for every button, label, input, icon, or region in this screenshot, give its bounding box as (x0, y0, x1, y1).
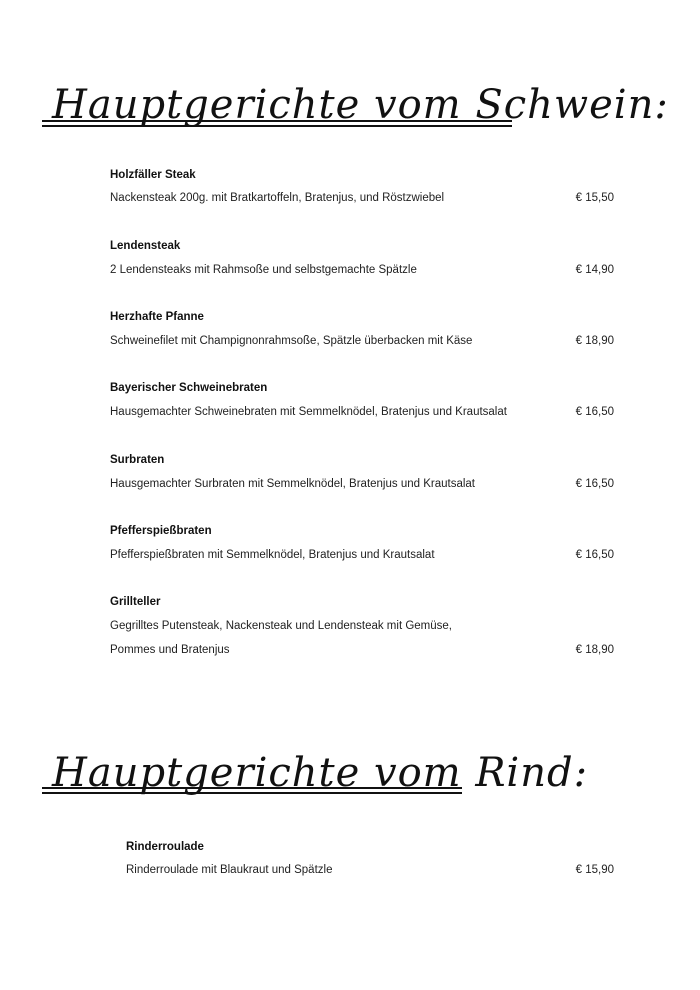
dish-description: Pfefferspießbraten mit Semmelknödel, Bratenjus und Krautsalat (110, 549, 435, 561)
dish-description: Schweinefilet mit Champignonrahmsoße, Spätzle überbacken mit Käse (110, 335, 473, 347)
dish-name: Bayerischer Schweinebraten (110, 382, 268, 394)
dish-name: Holzfäller Steak (110, 169, 196, 181)
dish-price: € 16,50 (575, 478, 614, 490)
dish-description: Hausgemachter Surbraten mit Semmelknödel, Bratenjus und Krautsalat (110, 478, 475, 490)
section-title-rind: Hauptgerichte vom Rind: (52, 750, 589, 796)
dish-description: Gegrilltes Putensteak, Nackensteak und Lendensteak mit Gemüse, (110, 620, 452, 632)
dish-description: Pommes und Bratenjus (110, 644, 230, 656)
dish-price: € 16,50 (575, 549, 614, 561)
dish-price: € 14,90 (575, 264, 614, 276)
dish-description: Rinderroulade mit Blaukraut und Spätzle (126, 864, 333, 876)
dish-price: € 18,90 (575, 644, 614, 656)
dish-description: 2 Lendensteaks mit Rahmsoße und selbstgemachte Spätzle (110, 264, 417, 276)
section-title-schwein: Hauptgerichte vom Schwein: (52, 82, 669, 128)
dish-name: Rinderroulade (126, 841, 204, 853)
dish-name: Pfefferspießbraten (110, 525, 212, 537)
dish-price: € 18,90 (575, 335, 614, 347)
dish-name: Grillteller (110, 596, 161, 608)
dish-name: Herzhafte Pfanne (110, 311, 204, 323)
heading-underline (42, 120, 512, 122)
dish-price: € 16,50 (575, 406, 614, 418)
dish-description: Hausgemachter Schweinebraten mit Semmelknödel, Bratenjus und Krautsalat (110, 406, 507, 418)
heading-underline (42, 792, 462, 794)
dish-price: € 15,90 (575, 864, 614, 876)
dish-price: € 15,50 (575, 192, 614, 204)
dish-name: Lendensteak (110, 240, 181, 252)
dish-description: Nackensteak 200g. mit Bratkartoffeln, Bratenjus, und Röstzwiebel (110, 192, 445, 204)
heading-underline (42, 787, 462, 789)
heading-underline (42, 125, 512, 127)
dish-name: Surbraten (110, 454, 165, 466)
